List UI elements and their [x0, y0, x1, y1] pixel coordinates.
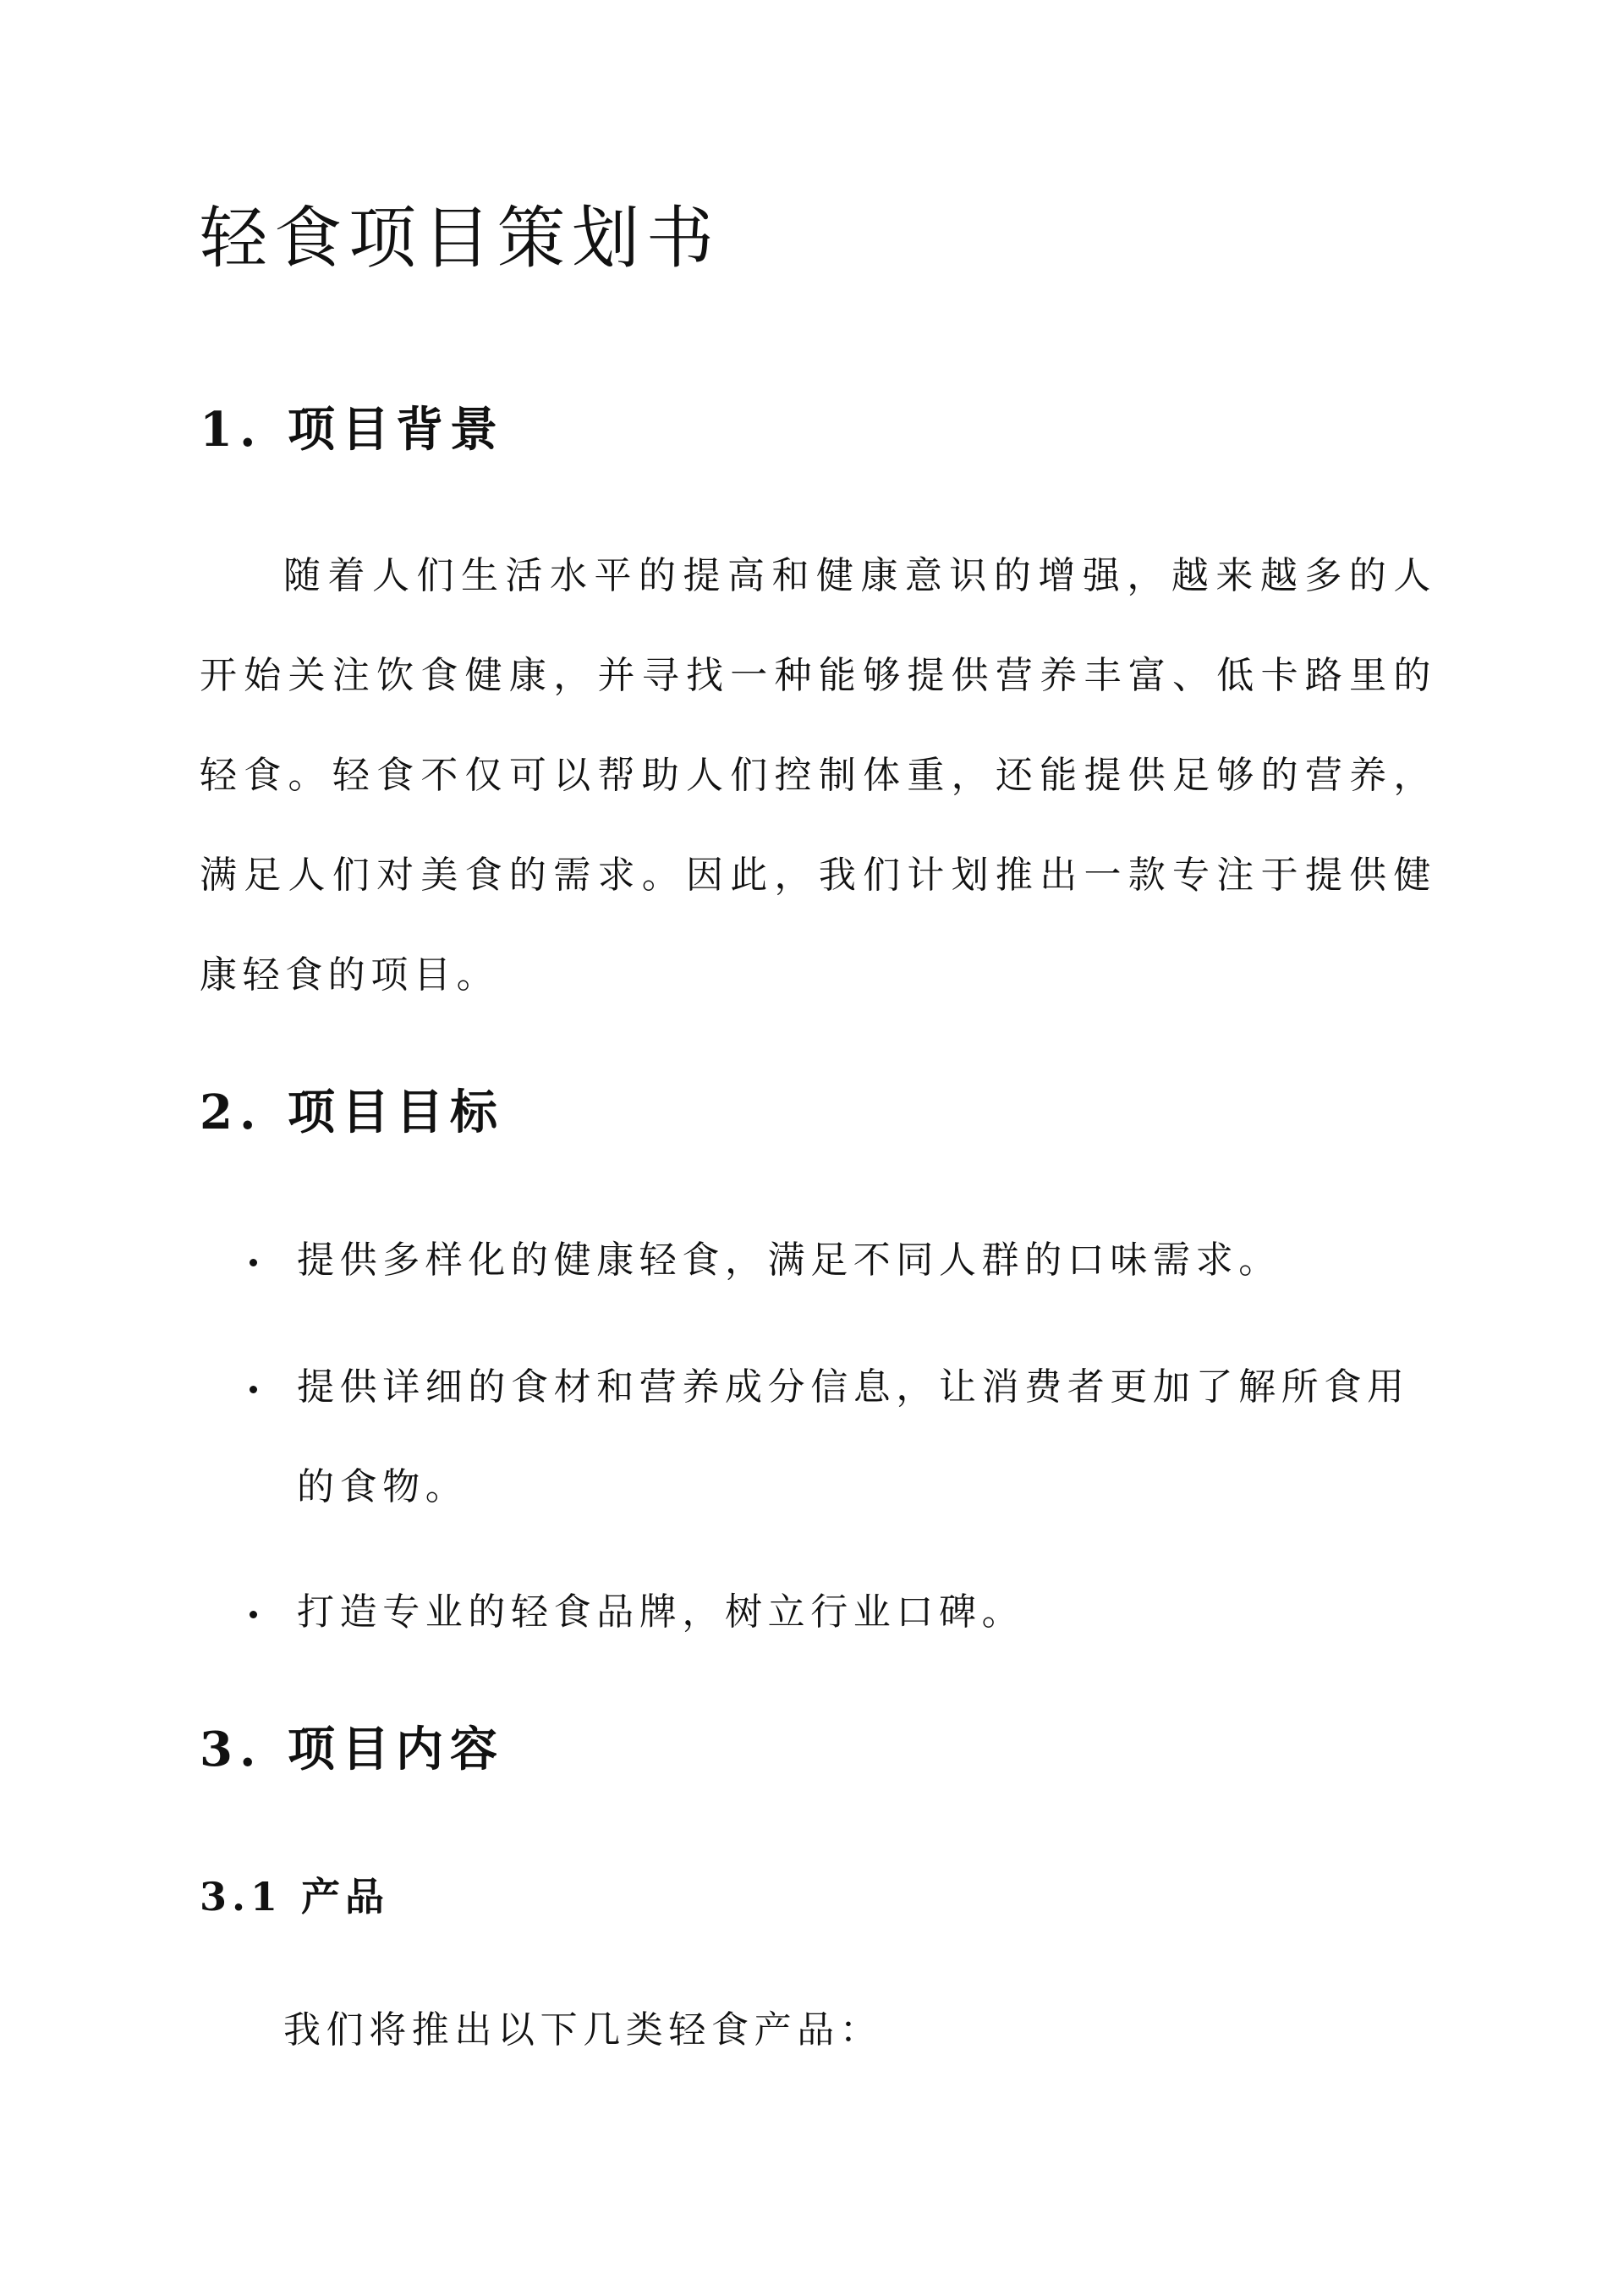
section-2-heading	[200, 1082, 504, 1143]
section-1-number: 1.	[200, 402, 263, 458]
document-title: 轻食项目策划书	[200, 199, 721, 277]
list-item-text: 打造专业的轻食品牌，树立行业口碑。	[297, 1590, 1025, 1634]
section-3-heading	[200, 1719, 504, 1780]
bullet-icon	[250, 1386, 257, 1393]
section-2-title: 项目目标	[288, 1085, 504, 1140]
list-item-text: 提供详细的食材和营养成分信息，让消费者更加了解所食用的食物。	[297, 1365, 1410, 1508]
section-3-number: 3.	[200, 1722, 263, 1777]
section-3-title: 项目内容	[288, 1722, 504, 1777]
subsection-3-1-intro: 我们将推出以下几类轻食产品：	[283, 2008, 883, 2052]
section-1-paragraph: 随着人们生活水平的提高和健康意识的增强，越来越多的人开始关注饮食健康，并寻找一种能够提供营养丰富、低卡路里的轻食。轻食不仅可以帮助人们控制体重，还能提供足够的营养，满足人们对美食的需求。因此，我们计划推出一款专注于提供健康轻食的项目。	[200, 554, 1436, 997]
list-item-text: 提供多样化的健康轻食，满足不同人群的口味需求。	[297, 1239, 1281, 1282]
section-1-title: 项目背景	[288, 402, 504, 458]
section-1-heading	[200, 399, 504, 460]
subsection-3-1-heading: 3.1 产品	[200, 1874, 390, 1920]
bullet-icon	[250, 1611, 257, 1618]
section-2-number: 2.	[200, 1085, 263, 1140]
bullet-icon	[250, 1259, 257, 1266]
